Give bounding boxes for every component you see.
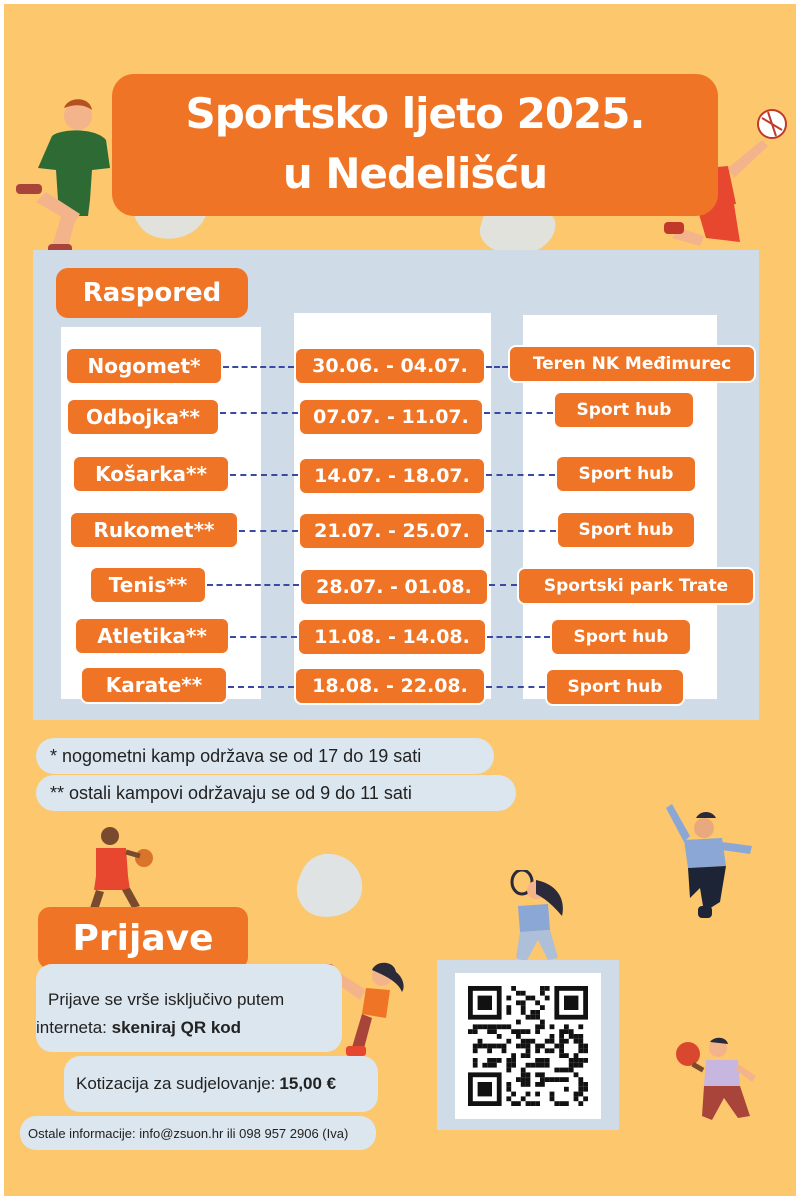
date-range-label: 21.07. - 25.07. xyxy=(298,512,486,550)
connector-line xyxy=(486,366,508,368)
date-range-label: 11.08. - 14.08. xyxy=(297,618,487,656)
sport-label: Nogomet* xyxy=(65,347,223,385)
location-label: Teren NK Međimurec xyxy=(508,345,756,383)
connector-line xyxy=(230,474,298,476)
table-tennis-player-illustration xyxy=(672,1036,772,1126)
registration-info xyxy=(36,964,342,1052)
date-range-label: 28.07. - 01.08. xyxy=(299,568,489,606)
schedule-heading: Raspored xyxy=(56,268,248,318)
connector-line xyxy=(486,686,545,688)
location-label: Sport hub xyxy=(555,455,697,493)
title-line-2: u Nedelišću xyxy=(282,149,548,198)
decorative-blob xyxy=(294,850,366,922)
fee-value: 15,00 € xyxy=(279,1074,337,1093)
title-line-1: Sportsko ljeto 2025. xyxy=(185,89,645,138)
connector-line xyxy=(207,584,299,586)
title-banner xyxy=(112,74,718,216)
sport-label: Odbojka** xyxy=(66,398,220,436)
registration-heading: Prijave xyxy=(38,907,248,969)
connector-line xyxy=(489,584,517,586)
connector-line xyxy=(239,530,298,532)
location-label: Sport hub xyxy=(553,391,695,429)
soccer-player-illustration xyxy=(12,96,122,266)
location-label: Sport hub xyxy=(545,668,685,706)
connector-line xyxy=(223,366,294,368)
qr-code[interactable] xyxy=(455,973,601,1119)
tennis-player-illustration xyxy=(496,870,576,970)
sport-label: Karate** xyxy=(80,666,228,704)
registration-line-1: Prijave se vrše isključivo putem xyxy=(48,990,285,1009)
sport-label: Rukomet** xyxy=(69,511,239,549)
sport-label: Tenis** xyxy=(89,566,207,604)
contact-info: Ostale informacije: info@zsuon.hr ili 098 957 2906 (Iva) xyxy=(20,1116,376,1150)
date-range-label: 14.07. - 18.07. xyxy=(298,457,486,495)
connector-line xyxy=(486,530,556,532)
connector-line xyxy=(220,412,298,414)
location-label: Sportski park Trate xyxy=(517,567,755,605)
date-range-label: 07.07. - 11.07. xyxy=(298,398,484,436)
date-range-label: 30.06. - 04.07. xyxy=(294,347,486,385)
connector-line xyxy=(228,686,294,688)
connector-line xyxy=(486,474,555,476)
sport-label: Košarka** xyxy=(72,455,230,493)
footnote-football: * nogometni kamp održava se od 17 do 19 sati xyxy=(36,738,494,774)
registration-qr-instruction: skeniraj QR kod xyxy=(111,1018,242,1037)
jumping-person-illustration xyxy=(660,802,760,932)
qr-code-image xyxy=(455,973,601,1119)
connector-line xyxy=(487,636,550,638)
fee-box xyxy=(64,1056,378,1112)
basketball-player-illustration xyxy=(82,824,162,914)
location-label: Sport hub xyxy=(550,618,692,656)
connector-line xyxy=(484,412,553,414)
location-label: Sport hub xyxy=(556,511,696,549)
registration-line-2-prefix: interneta: xyxy=(36,1018,112,1037)
footnote-other-camps: ** ostali kampovi održavaju se od 9 do 11 sati xyxy=(36,775,516,811)
fee-label: Kotizacija za sudjelovanje: xyxy=(76,1074,276,1093)
connector-line xyxy=(230,636,297,638)
sport-label: Atletika** xyxy=(74,617,230,655)
date-range-label: 18.08. - 22.08. xyxy=(294,667,486,705)
